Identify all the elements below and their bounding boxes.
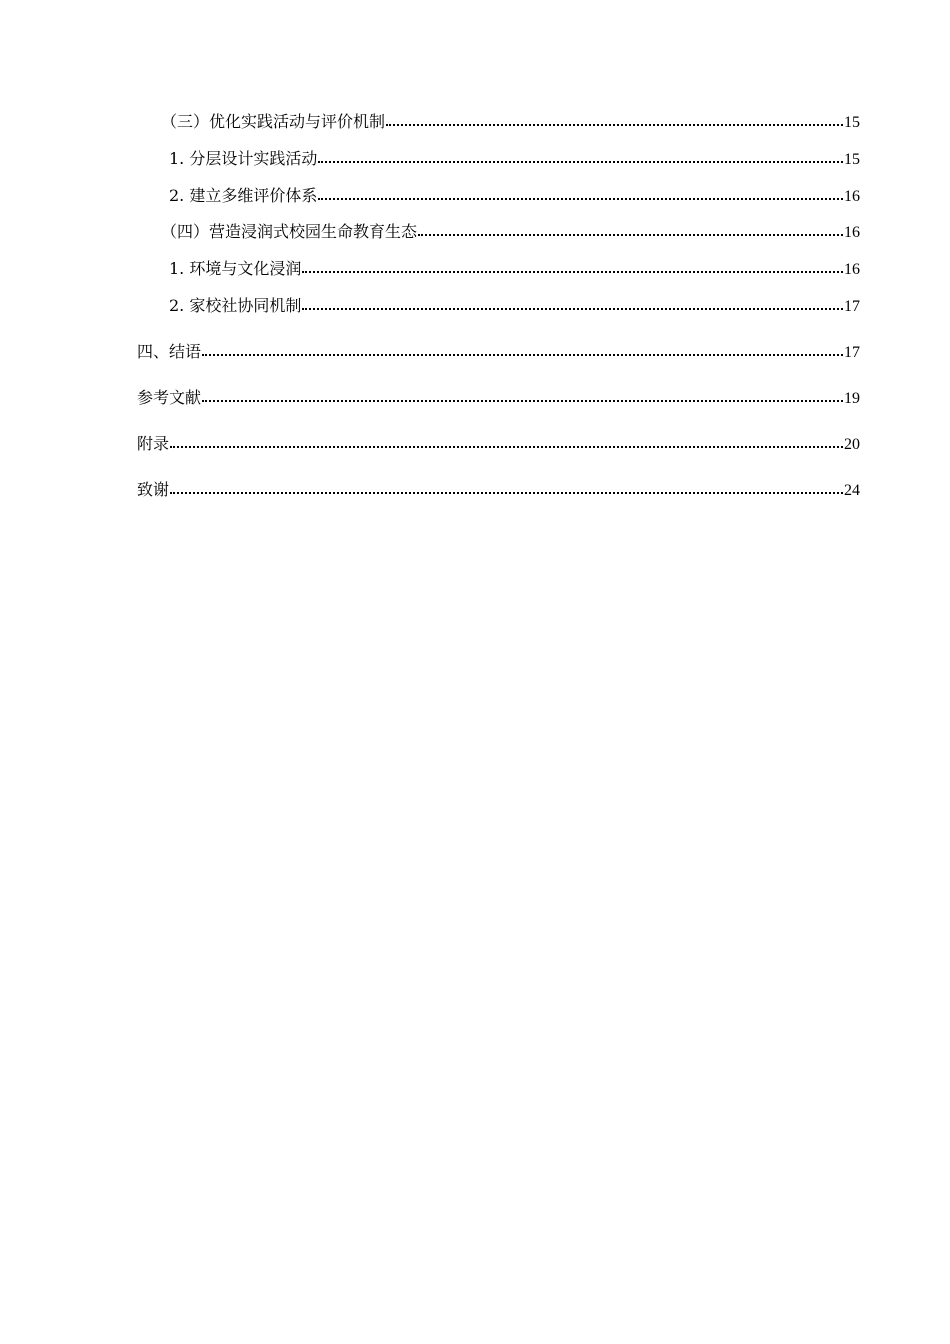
toc-dot-leader [318,196,843,200]
toc-entry-title: 2. 建立多维评价体系 [169,186,318,205]
toc-dot-leader [318,159,843,163]
toc-dot-leader [418,232,843,236]
toc-entry[interactable] [137,342,860,363]
toc-entry-page-number: 17 [844,344,860,361]
toc-entry-title: 附录 [137,434,170,453]
toc-entry[interactable] [137,388,860,409]
toc-entry[interactable] [137,222,860,243]
toc-entry-page-number: 15 [844,151,860,168]
toc-dot-leader [202,352,843,356]
toc-entry-page-number: 16 [844,261,860,278]
toc-entry[interactable] [137,112,860,133]
toc-entry-title: （四）营造浸润式校园生命教育生态 [161,222,418,241]
toc-entry-page-number: 16 [844,224,860,241]
toc-entry-title: 1. 分层设计实践活动 [169,149,318,168]
toc-dot-leader [302,306,843,310]
toc-entry[interactable] [137,149,860,170]
toc-entry-page-number: 20 [844,436,860,453]
toc-dot-leader [386,122,843,126]
toc-entry-page-number: 16 [844,188,860,205]
toc-entry-title: （三）优化实践活动与评价机制 [161,112,386,131]
toc-entry-page-number: 17 [844,298,860,315]
toc-dot-leader [202,398,843,402]
toc-dot-leader [170,490,843,494]
toc-entry-title: 致谢 [137,480,170,499]
toc-dot-leader [302,269,843,273]
toc-entry[interactable] [137,296,860,317]
toc-entry-page-number: 15 [844,114,860,131]
toc-entry[interactable] [137,259,860,280]
toc-entry[interactable] [137,480,860,501]
toc-entry[interactable] [137,186,860,207]
toc-entry-title: 四、结语 [137,342,202,361]
toc-entry[interactable] [137,434,860,455]
toc-dot-leader [170,444,843,448]
toc-entry-title: 1. 环境与文化浸润 [169,259,302,278]
toc-entry-title: 参考文献 [137,388,202,407]
toc-entry-title: 2. 家校社协同机制 [169,296,302,315]
toc-entry-page-number: 24 [844,482,860,499]
toc-entry-page-number: 19 [844,390,860,407]
